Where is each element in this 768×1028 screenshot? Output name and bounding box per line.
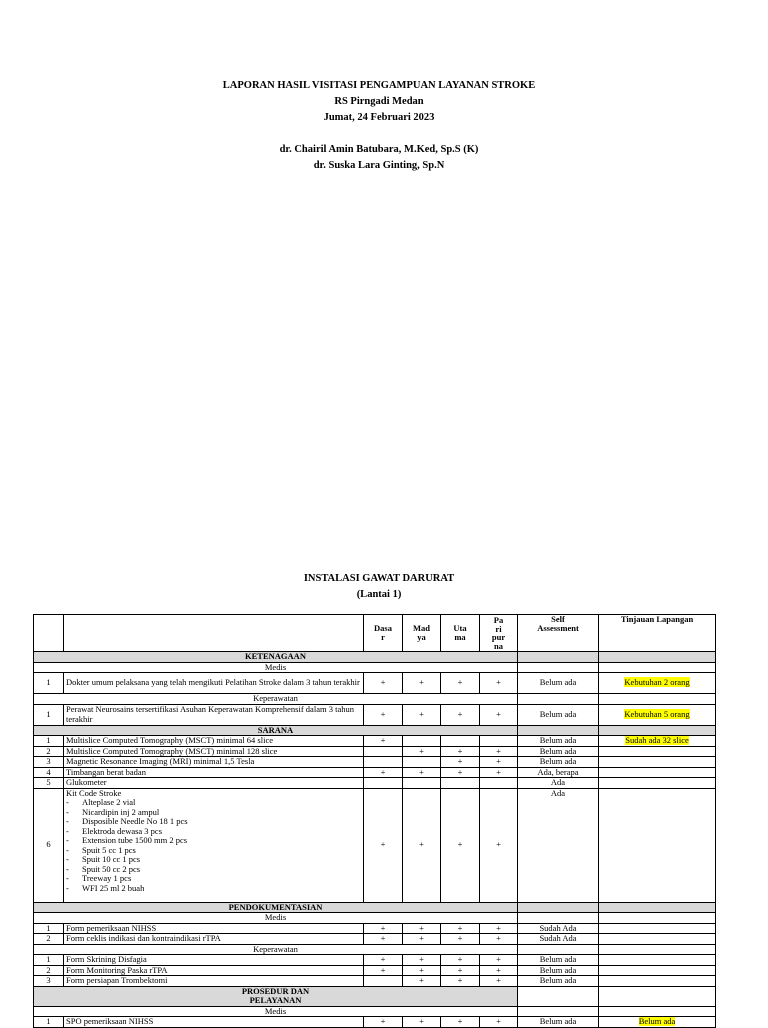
- cell-dasar: [364, 746, 403, 757]
- row-item: Perawat Neurosains tersertifikasi Asuhan Keperawatan Komprehensif dalam 3 tahun terakhir: [64, 704, 364, 725]
- cell-utama: +: [441, 757, 480, 768]
- kit-title: Kit Code Stroke: [66, 788, 122, 798]
- cell-tinjauan: [599, 955, 716, 966]
- cell-paripurna: +: [480, 923, 518, 934]
- list-item: - Spuit 50 cc 2 pcs: [66, 865, 361, 875]
- cell-self-assessment: Ada: [518, 788, 599, 902]
- row-number: 2: [34, 965, 64, 976]
- cell-tinjauan: [599, 778, 716, 789]
- cell-dasar: +: [364, 673, 403, 694]
- cell-self-assessment: Ada, berapa: [518, 767, 599, 778]
- section-subtitle: (Lantai 1): [356, 589, 402, 600]
- row-number: 1: [34, 673, 64, 694]
- section-row-ketenagaan: [34, 652, 716, 663]
- header-tinjauan-lapangan: Tinjauan Lapangan: [599, 615, 716, 652]
- cell-madya: +: [403, 965, 441, 976]
- section-label: PENDOKUMENTASIAN: [34, 902, 518, 913]
- cell-dasar: +: [364, 736, 403, 747]
- cell-utama: +: [441, 673, 480, 694]
- table-row: [34, 736, 716, 747]
- cell-paripurna: [480, 778, 518, 789]
- cell-dasar: +: [364, 704, 403, 725]
- cell-dasar: +: [364, 788, 403, 902]
- author-2: dr. Suska Lara Ginting, Sp.N: [313, 160, 445, 171]
- authors-block: [0, 142, 758, 174]
- section-label: KETENAGAAN: [34, 652, 518, 663]
- cell-dasar: [364, 778, 403, 789]
- cell-utama: [441, 736, 480, 747]
- cell-tinjauan: [599, 1017, 716, 1028]
- table-row: [34, 673, 716, 694]
- cell-self-assessment: Sudah Ada: [518, 923, 599, 934]
- row-number: 1: [34, 1017, 64, 1028]
- cell-tinjauan: [599, 976, 716, 987]
- cell-tinjauan: [599, 757, 716, 768]
- cell-madya: +: [403, 767, 441, 778]
- cell-madya: [403, 736, 441, 747]
- cell-self-assessment: Ada: [518, 778, 599, 789]
- list-item: - Nicardipin inj 2 ampul: [66, 808, 361, 818]
- section-heading: [0, 571, 758, 603]
- cell-paripurna: +: [480, 746, 518, 757]
- row-number: 4: [34, 767, 64, 778]
- kit-items: [66, 798, 361, 893]
- cell-madya: [403, 778, 441, 789]
- subsection-row: [34, 662, 716, 673]
- table-row: [34, 757, 716, 768]
- cell-utama: +: [441, 976, 480, 987]
- cell-madya: +: [403, 746, 441, 757]
- cell-madya: +: [403, 923, 441, 934]
- row-item: Magnetic Resonance Imaging (MRI) minimal 1,5 Tesla: [64, 757, 364, 768]
- subsection-row: [34, 1006, 716, 1017]
- cell-tinjauan: [599, 934, 716, 945]
- cell-self-assessment: Belum ada: [518, 976, 599, 987]
- cell-self-assessment: Belum ada: [518, 965, 599, 976]
- cell-utama: +: [441, 767, 480, 778]
- cell-self-assessment: Belum ada: [518, 955, 599, 966]
- cell-utama: +: [441, 788, 480, 902]
- row-item: Multislice Computed Tomography (MSCT) minimal 128 slice: [64, 746, 364, 757]
- cell-madya: +: [403, 1017, 441, 1028]
- cell-dasar: +: [364, 1017, 403, 1028]
- cell-paripurna: +: [480, 704, 518, 725]
- row-number: 1: [34, 704, 64, 725]
- subsection-row: [34, 913, 716, 924]
- subsection-row: [34, 944, 716, 955]
- section-label: SARANA: [34, 725, 518, 736]
- cell-self-assessment: Belum ada: [518, 673, 599, 694]
- cell-utama: +: [441, 965, 480, 976]
- cell-self-assessment: Belum ada: [518, 704, 599, 725]
- cell-self-assessment: Belum ada: [518, 736, 599, 747]
- header-madya: Mad ya: [403, 615, 441, 652]
- row-item: Form ceklis indikasi dan kontraindikasi rTPA: [64, 934, 364, 945]
- cell-utama: +: [441, 746, 480, 757]
- table-row: [34, 934, 716, 945]
- section-row-prosedur: [34, 986, 716, 1006]
- row-number: 3: [34, 976, 64, 987]
- cell-madya: +: [403, 976, 441, 987]
- cell-tinjauan: [599, 704, 716, 725]
- row-number: 2: [34, 934, 64, 945]
- row-item: Form persiapan Trombektomi: [64, 976, 364, 987]
- header-utama: Uta ma: [441, 615, 480, 652]
- cell-dasar: +: [364, 767, 403, 778]
- list-item: - Extension tube 1500 mm 2 pcs: [66, 836, 361, 846]
- row-number: 1: [34, 736, 64, 747]
- row-item: SPO pemeriksaan NIHSS: [64, 1017, 364, 1028]
- cell-tinjauan: [599, 923, 716, 934]
- cell-self-assessment: Sudah Ada: [518, 934, 599, 945]
- table-header-row: [34, 615, 716, 652]
- cell-tinjauan: [599, 673, 716, 694]
- table-row: [34, 955, 716, 966]
- list-item: - WFI 25 ml 2 buah: [66, 884, 361, 894]
- cell-paripurna: [480, 736, 518, 747]
- header-paripurna: Pa ri pur na: [480, 615, 518, 652]
- highlight-note: Belum ada: [638, 1016, 676, 1026]
- cell-madya: +: [403, 934, 441, 945]
- section-row-pendokumentasian: [34, 902, 716, 913]
- subsection-row: [34, 694, 716, 705]
- assessment-table: [33, 614, 716, 1028]
- list-item: - Spuit 10 cc 1 pcs: [66, 855, 361, 865]
- table-row: [34, 976, 716, 987]
- header-item: [64, 615, 364, 652]
- header-dasar: Dasa r: [364, 615, 403, 652]
- row-number: 2: [34, 746, 64, 757]
- cell-dasar: +: [364, 923, 403, 934]
- subsection-label: Medis: [34, 662, 518, 673]
- cell-tinjauan: [599, 965, 716, 976]
- header-self-assessment: Self Assessment: [518, 615, 599, 652]
- table-row: [34, 746, 716, 757]
- row-number: 5: [34, 778, 64, 789]
- cell-self-assessment: Belum ada: [518, 1017, 599, 1028]
- list-item: - Alteplase 2 vial: [66, 798, 361, 808]
- cell-madya: +: [403, 673, 441, 694]
- row-item: Form Monitoring Paska rTPA: [64, 965, 364, 976]
- cell-paripurna: +: [480, 976, 518, 987]
- section-label: PROSEDUR DAN PELAYANAN: [34, 986, 518, 1006]
- table-row: [34, 778, 716, 789]
- report-title-block: [0, 78, 758, 126]
- cell-tinjauan: [599, 746, 716, 757]
- cell-paripurna: +: [480, 934, 518, 945]
- cell-paripurna: +: [480, 767, 518, 778]
- cell-paripurna: +: [480, 1017, 518, 1028]
- row-number: 1: [34, 955, 64, 966]
- cell-paripurna: +: [480, 788, 518, 902]
- cell-self-assessment: Belum ada: [518, 746, 599, 757]
- row-item: Form Skrining Disfagia: [64, 955, 364, 966]
- author-1: dr. Chairil Amin Batubara, M.Ked, Sp.S (K): [279, 144, 479, 155]
- table-row: [34, 704, 716, 725]
- subsection-label: Keperawatan: [34, 694, 518, 705]
- cell-dasar: +: [364, 955, 403, 966]
- cell-utama: +: [441, 955, 480, 966]
- table-row: [34, 965, 716, 976]
- cell-tinjauan: [599, 767, 716, 778]
- row-item: Timbangan berat badan: [64, 767, 364, 778]
- table-row: [34, 1017, 716, 1028]
- cell-utama: +: [441, 923, 480, 934]
- table-row: [34, 923, 716, 934]
- highlight-note: Sudah ada 32 slice: [625, 735, 689, 745]
- cell-self-assessment: Belum ada: [518, 757, 599, 768]
- hospital-name: RS Pirngadi Medan: [334, 96, 424, 107]
- row-number: 6: [34, 788, 64, 902]
- row-item: Form pemeriksaan NIHSS: [64, 923, 364, 934]
- cell-madya: [403, 757, 441, 768]
- cell-utama: +: [441, 934, 480, 945]
- cell-dasar: +: [364, 934, 403, 945]
- row-item: Multislice Computed Tomography (MSCT) minimal 64 slice: [64, 736, 364, 747]
- list-item: - Elektroda dewasa 3 pcs: [66, 827, 361, 837]
- cell-utama: +: [441, 1017, 480, 1028]
- row-item: Dokter umum pelaksana yang telah mengikuti Pelatihan Stroke dalam 3 tahun terakhir: [64, 673, 364, 694]
- cell-madya: +: [403, 788, 441, 902]
- cell-madya: +: [403, 704, 441, 725]
- subsection-label: Medis: [34, 1006, 518, 1017]
- cell-tinjauan: [599, 736, 716, 747]
- row-number: 1: [34, 923, 64, 934]
- highlight-note: Kebutuhan 2 orang: [624, 677, 690, 688]
- cell-utama: +: [441, 704, 480, 725]
- subsection-label: Keperawatan: [34, 944, 518, 955]
- cell-paripurna: +: [480, 965, 518, 976]
- highlight-note: Kebutuhan 5 orang: [624, 708, 690, 719]
- cell-utama: [441, 778, 480, 789]
- section-title: INSTALASI GAWAT DARURAT: [303, 573, 455, 584]
- row-item-kit: [64, 788, 364, 902]
- header-no: [34, 615, 64, 652]
- report-title: LAPORAN HASIL VISITASI PENGAMPUAN LAYANAN STROKE: [222, 80, 536, 91]
- list-item: - Treeway 1 pcs: [66, 874, 361, 884]
- cell-dasar: [364, 757, 403, 768]
- table-row: [34, 767, 716, 778]
- cell-tinjauan: [599, 788, 716, 902]
- table-row-kit: [34, 788, 716, 902]
- row-number: 3: [34, 757, 64, 768]
- cell-paripurna: +: [480, 955, 518, 966]
- cell-dasar: +: [364, 965, 403, 976]
- cell-paripurna: +: [480, 673, 518, 694]
- cell-paripurna: +: [480, 757, 518, 768]
- report-date: Jumat, 24 Februari 2023: [323, 112, 435, 123]
- subsection-label: Medis: [34, 913, 518, 924]
- cell-dasar: [364, 976, 403, 987]
- row-item: Glukometer: [64, 778, 364, 789]
- list-item: - Disposible Needle No 18 1 pcs: [66, 817, 361, 827]
- list-item: - Spuit 5 cc 1 pcs: [66, 846, 361, 856]
- cell-madya: +: [403, 955, 441, 966]
- section-row-sarana: [34, 725, 716, 736]
